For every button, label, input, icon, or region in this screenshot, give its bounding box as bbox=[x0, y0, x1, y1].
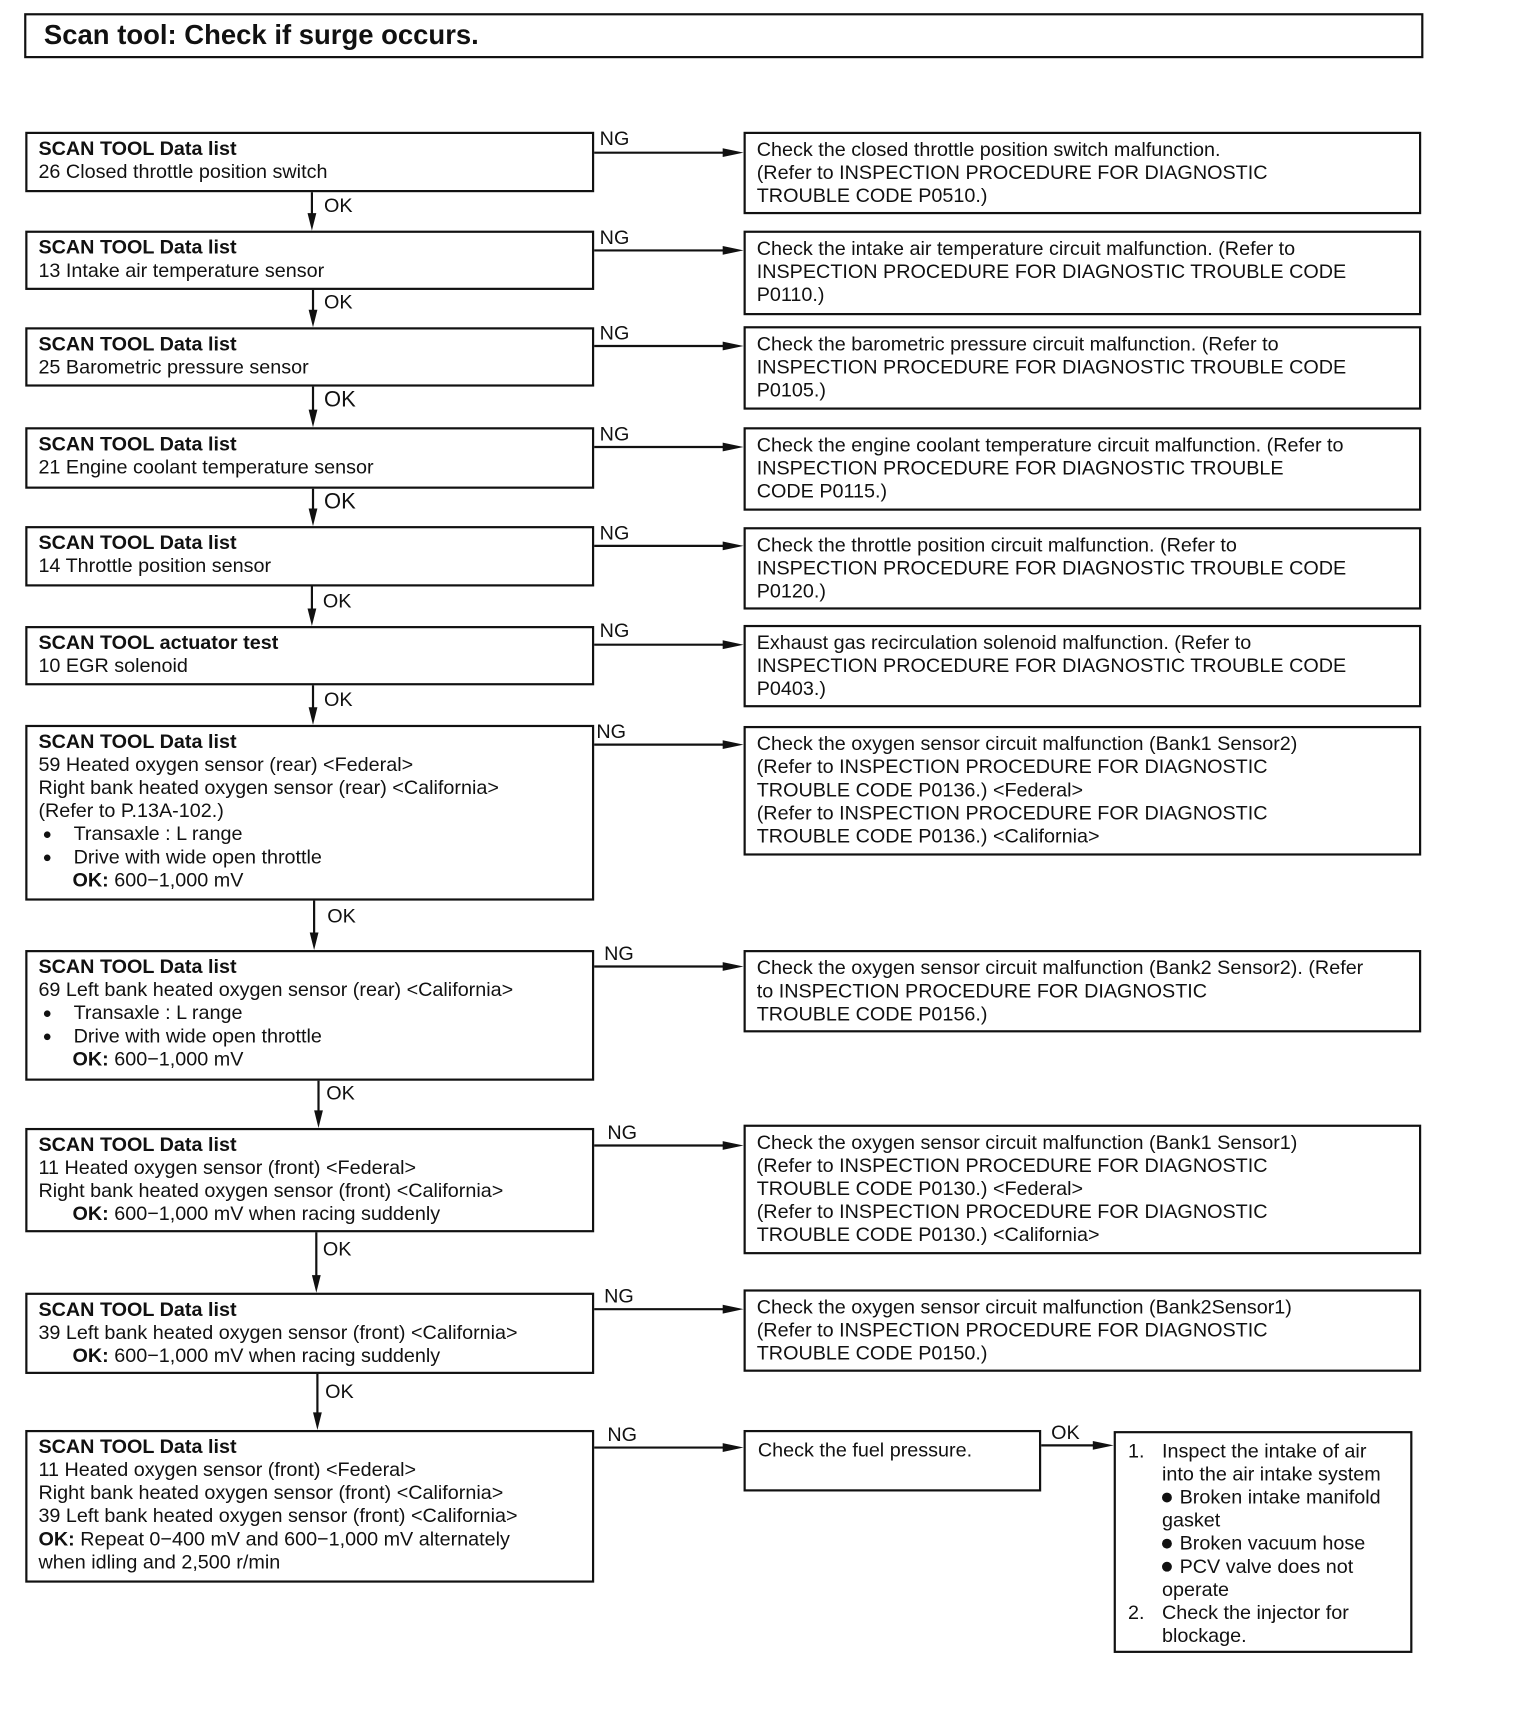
check-line: 21 Engine coolant temperature sensor bbox=[38, 455, 374, 478]
sub-bullet-text: PCV valve does not bbox=[1179, 1555, 1354, 1578]
action-line: (Refer to INSPECTION PROCEDURE FOR DIAGNOSTIC bbox=[756, 1319, 1268, 1342]
fuel-pressure-check-box bbox=[744, 1430, 1042, 1492]
ok-criterion-value: 600−1,000 mV bbox=[114, 868, 244, 891]
action-line: P0105.) bbox=[756, 378, 826, 401]
action-line: (Refer to INSPECTION PROCEDURE FOR DIAGNOSTIC bbox=[756, 1200, 1268, 1223]
check-line: Right bank heated oxygen sensor (front) <California> bbox=[38, 1481, 504, 1504]
ok-arrow-7-head bbox=[310, 932, 319, 950]
ng-label-7: NG bbox=[596, 720, 627, 743]
check-box-6 bbox=[25, 626, 594, 685]
ok-criterion bbox=[38, 1528, 583, 1551]
check-box-8 bbox=[25, 950, 594, 1081]
ng-label-9: NG bbox=[607, 1121, 638, 1144]
ng-label-6: NG bbox=[599, 619, 630, 642]
action-line: Check the oxygen sensor circuit malfunction (Bank1 Sensor1) bbox=[756, 1131, 1298, 1154]
action-line: Check the oxygen sensor circuit malfunction (Bank2Sensor1) bbox=[756, 1295, 1292, 1318]
sub-bullet-text: Broken intake manifold bbox=[1179, 1485, 1381, 1508]
ng-action-box-1 bbox=[744, 132, 1422, 214]
ok-arrow-3-head bbox=[309, 410, 318, 428]
ng-action-box-2 bbox=[744, 231, 1422, 316]
check-line: 13 Intake air temperature sensor bbox=[38, 259, 325, 282]
ok-label-3: OK bbox=[323, 387, 356, 412]
ng-arrow-9-head bbox=[723, 1141, 744, 1150]
action-line: TROUBLE CODE P0156.) bbox=[756, 1002, 988, 1025]
action-line: TROUBLE CODE P0150.) bbox=[756, 1342, 988, 1365]
ng-arrow-7-head bbox=[723, 740, 744, 749]
ok-label-9: OK bbox=[322, 1237, 352, 1260]
check-box-7 bbox=[25, 725, 594, 901]
ok-criterion-label: OK: bbox=[72, 1344, 109, 1367]
action-line: TROUBLE CODE P0130.) <California> bbox=[756, 1223, 1100, 1246]
bullet-icon bbox=[44, 831, 51, 838]
bullet-icon bbox=[1162, 1539, 1172, 1549]
ok-criterion-value: 600−1,000 mV bbox=[114, 1047, 244, 1070]
ok-criterion-label: OK: bbox=[72, 1047, 109, 1070]
ok-criterion-label: OK: bbox=[38, 1527, 75, 1550]
ng-arrow-1-head bbox=[723, 148, 744, 157]
ng-action-box-9 bbox=[744, 1125, 1422, 1255]
check-line: 10 EGR solenoid bbox=[38, 654, 188, 677]
ng-arrow-11-head bbox=[723, 1443, 744, 1452]
ng-arrow-4-head bbox=[723, 443, 744, 452]
check-line: 11 Heated oxygen sensor (front) <Federal> bbox=[38, 1156, 417, 1179]
item-line: Check the injector for bbox=[1162, 1601, 1349, 1624]
ng-action-box-3 bbox=[744, 326, 1422, 409]
action-line: (Refer to INSPECTION PROCEDURE FOR DIAGNOSTIC bbox=[756, 801, 1268, 824]
item-line: blockage. bbox=[1162, 1624, 1247, 1647]
check-box-11 bbox=[25, 1430, 594, 1583]
action-line: INSPECTION PROCEDURE FOR DIAGNOSTIC TROUBLE CODE bbox=[756, 260, 1347, 283]
action-line: Check the engine coolant temperature circuit malfunction. (Refer to bbox=[756, 433, 1344, 456]
final-item-2 bbox=[1116, 1601, 1404, 1647]
bullet-item bbox=[38, 846, 583, 869]
ng-label-1: NG bbox=[599, 127, 630, 150]
ok-criterion bbox=[38, 1344, 583, 1367]
ng-action-box-6 bbox=[744, 625, 1422, 707]
ok-label-6: OK bbox=[323, 688, 353, 711]
ng-arrow-6-head bbox=[723, 640, 744, 649]
check-box-1 bbox=[25, 132, 594, 192]
action-line: CODE P0115.) bbox=[756, 479, 888, 502]
check-line: Right bank heated oxygen sensor (front) <California> bbox=[38, 1179, 504, 1202]
ok-label-8: OK bbox=[326, 1081, 355, 1104]
ng-label-4: NG bbox=[599, 422, 630, 445]
final-inspection-box bbox=[1114, 1431, 1413, 1653]
bullet-icon bbox=[44, 1034, 51, 1041]
action-line: P0403.) bbox=[756, 677, 826, 700]
ng-label-10: NG bbox=[604, 1285, 634, 1307]
check-heading: SCAN TOOL Data list bbox=[38, 730, 237, 753]
ok-criterion bbox=[38, 1203, 583, 1226]
ng-action-box-10 bbox=[744, 1289, 1422, 1371]
ok-criterion-label: OK: bbox=[72, 868, 109, 891]
bullet-icon bbox=[44, 854, 51, 861]
check-line: Right bank heated oxygen sensor (rear) <California> bbox=[38, 776, 499, 799]
check-heading: SCAN TOOL Data list bbox=[38, 332, 237, 355]
action-line: TROUBLE CODE P0510.) bbox=[756, 184, 988, 207]
ok-label-4: OK bbox=[323, 489, 356, 515]
check-box-9 bbox=[25, 1128, 594, 1232]
ng-arrow-10-head bbox=[723, 1305, 744, 1314]
ok-arrow-6-head bbox=[309, 707, 318, 725]
check-box-10 bbox=[25, 1293, 594, 1374]
ok-label-5: OK bbox=[322, 589, 352, 612]
ok-criterion-continued: when idling and 2,500 r/min bbox=[38, 1550, 281, 1573]
sub-bullet bbox=[1162, 1532, 1404, 1555]
ng-arrow-5-head bbox=[723, 541, 744, 550]
action-line: TROUBLE CODE P0136.) <Federal> bbox=[756, 778, 1084, 801]
ok-arrow-2-head bbox=[309, 310, 318, 328]
action-line: (Refer to INSPECTION PROCEDURE FOR DIAGNOSTIC bbox=[756, 755, 1268, 778]
bullet-text: Transaxle : L range bbox=[73, 822, 243, 845]
ok-label-fuel: OK bbox=[1051, 1421, 1080, 1444]
check-line: 59 Heated oxygen sensor (rear) <Federal> bbox=[38, 753, 414, 776]
ng-action-box-4 bbox=[744, 427, 1422, 510]
ok-arrow-1-head bbox=[308, 213, 317, 231]
bullet-text: Transaxle : L range bbox=[73, 1001, 243, 1024]
ok-arrow-4-head bbox=[309, 509, 318, 527]
final-item-1 bbox=[1116, 1440, 1404, 1601]
ok-criterion bbox=[38, 869, 583, 892]
action-line: INSPECTION PROCEDURE FOR DIAGNOSTIC TROUBLE bbox=[756, 456, 1284, 479]
check-heading: SCAN TOOL Data list bbox=[38, 137, 237, 160]
action-line: INSPECTION PROCEDURE FOR DIAGNOSTIC TROUBLE CODE bbox=[756, 556, 1347, 579]
sub-bullet bbox=[1162, 1486, 1404, 1509]
ng-action-box-7 bbox=[744, 726, 1422, 856]
ng-arrow-2-head bbox=[723, 246, 744, 255]
check-line: 39 Left bank heated oxygen sensor (front) <California> bbox=[38, 1504, 518, 1527]
bullet-item bbox=[38, 1002, 583, 1025]
check-line: 69 Left bank heated oxygen sensor (rear) <California> bbox=[38, 978, 514, 1001]
bullet-icon bbox=[1162, 1562, 1172, 1572]
action-line: to INSPECTION PROCEDURE FOR DIAGNOSTIC bbox=[756, 979, 1208, 1002]
action-line: TROUBLE CODE P0136.) <California> bbox=[756, 824, 1100, 847]
ok-arrow-5-head bbox=[308, 608, 317, 626]
bullet-text: Drive with wide open throttle bbox=[73, 1024, 322, 1047]
check-box-3 bbox=[25, 327, 594, 386]
ok-criterion-label: OK: bbox=[72, 1202, 109, 1225]
action-line: Check the fuel pressure. bbox=[757, 1438, 973, 1461]
action-line: Check the oxygen sensor circuit malfunction (Bank2 Sensor2). (Refer bbox=[756, 956, 1364, 979]
sub-bullet bbox=[1162, 1555, 1404, 1578]
check-heading: SCAN TOOL Data list bbox=[38, 1298, 237, 1321]
check-heading: SCAN TOOL Data list bbox=[38, 955, 237, 978]
ok-label-1: OK bbox=[323, 194, 353, 217]
ok-arrow-fuel-head bbox=[1093, 1441, 1114, 1450]
action-line: Check the oxygen sensor circuit malfunction (Bank1 Sensor2) bbox=[756, 732, 1298, 755]
action-line: (Refer to INSPECTION PROCEDURE FOR DIAGNOSTIC bbox=[756, 1154, 1268, 1177]
ok-label-2: OK bbox=[323, 291, 353, 314]
item-number: 2. bbox=[1127, 1601, 1145, 1624]
check-box-4 bbox=[25, 427, 594, 489]
action-line: INSPECTION PROCEDURE FOR DIAGNOSTIC TROUBLE CODE bbox=[756, 355, 1347, 378]
page-title: Scan tool: Check if surge occurs. bbox=[43, 19, 479, 51]
check-heading: SCAN TOOL Data list bbox=[38, 1435, 237, 1458]
check-heading: SCAN TOOL Data list bbox=[38, 1133, 237, 1156]
title-box bbox=[24, 13, 1423, 58]
check-line: 11 Heated oxygen sensor (front) <Federal> bbox=[38, 1458, 417, 1481]
check-heading: SCAN TOOL Data list bbox=[38, 531, 237, 554]
ok-criterion bbox=[38, 1048, 583, 1071]
ng-label-3: NG bbox=[599, 321, 630, 344]
sub-bullet-text: Broken vacuum hose bbox=[1179, 1532, 1366, 1555]
ng-arrow-3-head bbox=[723, 342, 744, 351]
ng-label-2: NG bbox=[599, 226, 630, 249]
ok-criterion-value: Repeat 0−400 mV and 600−1,000 mV alternately bbox=[80, 1527, 510, 1550]
bullet-text: Drive with wide open throttle bbox=[73, 845, 322, 868]
bullet-item bbox=[38, 1025, 583, 1048]
item-number: 1. bbox=[1127, 1439, 1145, 1462]
ok-arrow-9-head bbox=[312, 1275, 321, 1293]
bullet-item bbox=[38, 823, 583, 846]
action-line: Check the throttle position circuit malfunction. (Refer to bbox=[756, 533, 1237, 556]
check-line: (Refer to P.13A-102.) bbox=[38, 799, 224, 822]
check-box-5 bbox=[25, 526, 594, 586]
action-line: TROUBLE CODE P0130.) <Federal> bbox=[756, 1177, 1084, 1200]
check-line: 25 Barometric pressure sensor bbox=[38, 355, 309, 378]
action-line: P0120.) bbox=[756, 579, 826, 602]
check-box-2 bbox=[25, 231, 594, 290]
sub-bullet-cont: operate bbox=[1162, 1578, 1230, 1601]
check-heading: SCAN TOOL Data list bbox=[38, 236, 237, 259]
bullet-icon bbox=[1162, 1493, 1172, 1503]
action-line: Check the barometric pressure circuit malfunction. (Refer to bbox=[756, 332, 1279, 355]
item-line: into the air intake system bbox=[1162, 1462, 1381, 1485]
sub-bullet-cont: gasket bbox=[1162, 1509, 1221, 1532]
ng-label-11: NG bbox=[607, 1423, 638, 1446]
action-line: Check the closed throttle position switch malfunction. bbox=[756, 138, 1221, 161]
action-line: Exhaust gas recirculation solenoid malfunction. (Refer to bbox=[756, 631, 1252, 654]
ng-label-8: NG bbox=[604, 942, 634, 965]
ok-arrow-10-head bbox=[313, 1412, 322, 1430]
check-line: 14 Throttle position sensor bbox=[38, 554, 272, 577]
bullet-icon bbox=[44, 1010, 51, 1017]
action-line: (Refer to INSPECTION PROCEDURE FOR DIAGNOSTIC bbox=[756, 161, 1268, 184]
ok-criterion-value: 600−1,000 mV when racing suddenly bbox=[114, 1344, 441, 1367]
check-heading: SCAN TOOL Data list bbox=[38, 432, 237, 455]
action-line: INSPECTION PROCEDURE FOR DIAGNOSTIC TROUBLE CODE bbox=[756, 654, 1347, 677]
ok-arrow-8-head bbox=[314, 1110, 323, 1128]
action-line: P0110.) bbox=[756, 283, 825, 306]
check-line: 39 Left bank heated oxygen sensor (front) <California> bbox=[38, 1321, 518, 1344]
action-line: Check the intake air temperature circuit malfunction. (Refer to bbox=[756, 237, 1296, 260]
check-heading: SCAN TOOL actuator test bbox=[38, 631, 279, 654]
ng-action-box-8 bbox=[744, 950, 1422, 1032]
item-line: Inspect the intake of air bbox=[1162, 1439, 1367, 1462]
ok-criterion-value: 600−1,000 mV when racing suddenly bbox=[114, 1202, 441, 1225]
ng-action-box-5 bbox=[744, 527, 1422, 609]
ng-arrow-8-head bbox=[723, 962, 744, 971]
ok-label-7: OK bbox=[327, 904, 356, 927]
check-line: 26 Closed throttle position switch bbox=[38, 160, 328, 183]
ok-label-10: OK bbox=[325, 1380, 354, 1403]
ng-label-5: NG bbox=[599, 521, 630, 544]
